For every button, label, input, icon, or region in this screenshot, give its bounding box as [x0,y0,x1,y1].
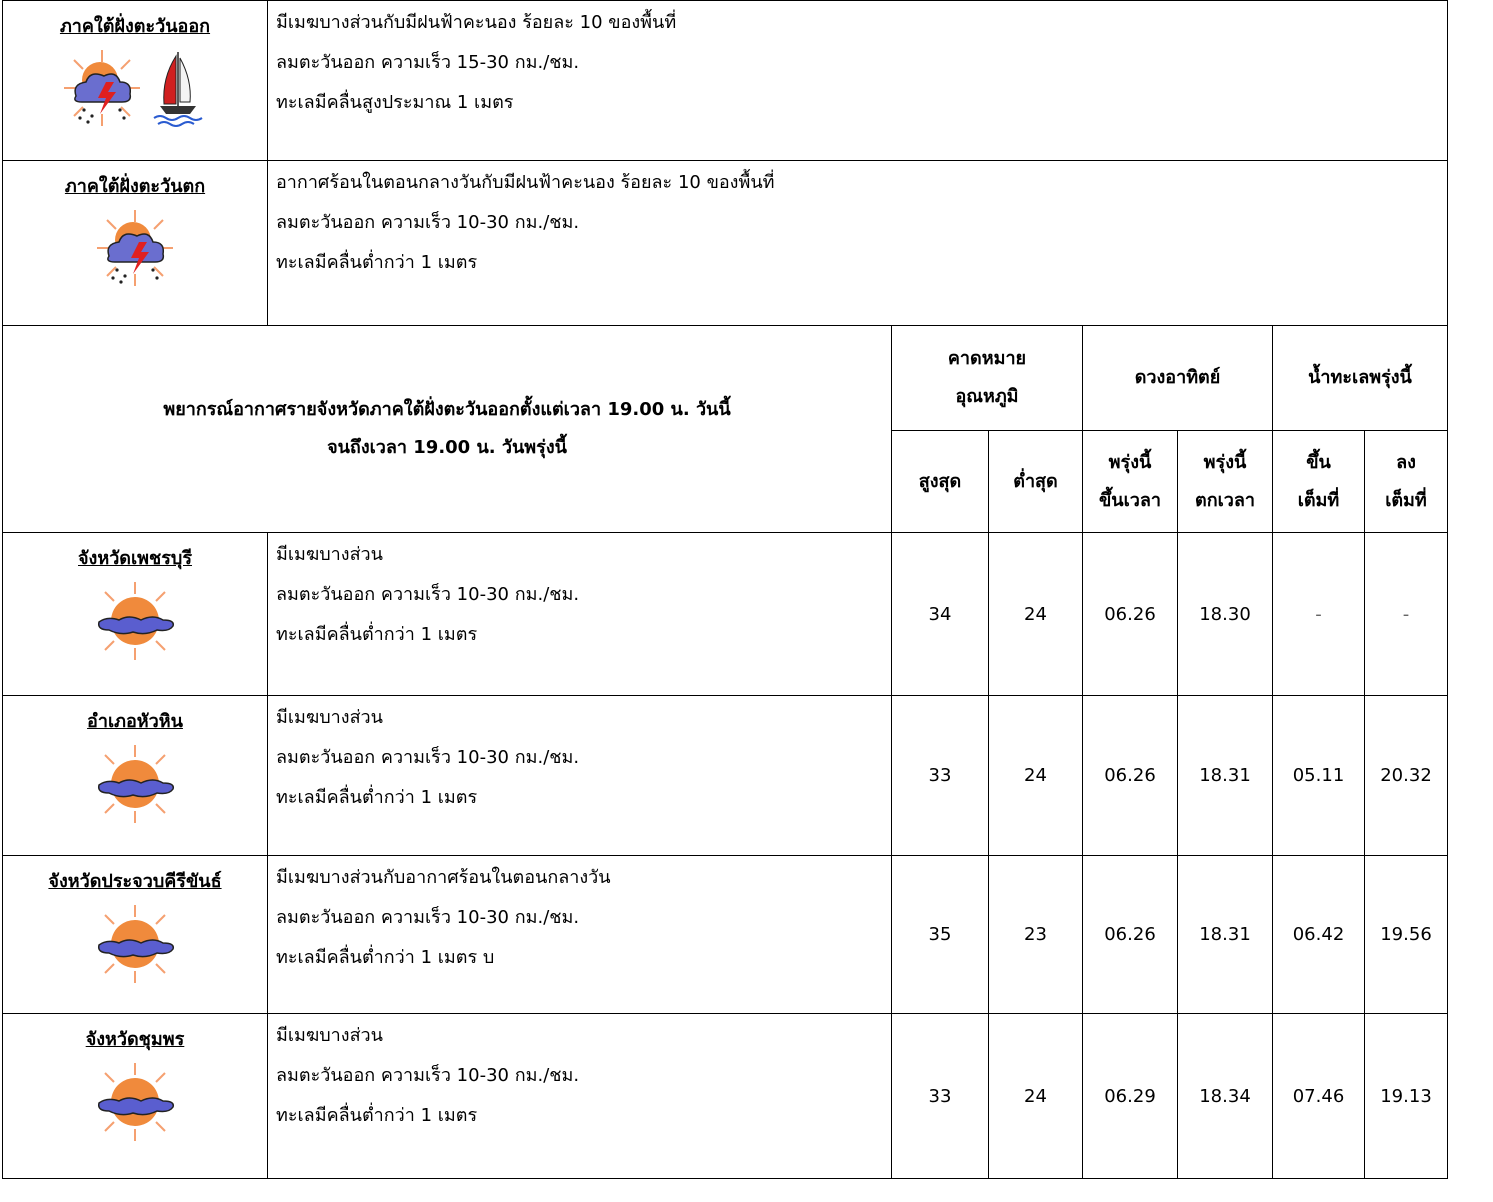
high-tide-value: - [1273,533,1365,696]
partly-cloudy-sun-icon [85,580,185,662]
sky-condition: มีเมฆบางส่วน [276,544,383,565]
temperature-group-label: คาดหมาย [947,348,1027,369]
high-tide-header-line: ขึ้น [1306,451,1331,473]
sea-condition: ทะเลมีคลื่นต่ำกว่า 1 เมตร [276,787,478,808]
min-temp-value: 24 [989,696,1083,856]
low-tide-header-line: เต็มที่ [1385,489,1427,511]
header-row-top [3,326,1448,431]
sunrise-value: 06.26 [1083,696,1178,856]
province-name-link[interactable]: อำเภอหัวหิน [87,711,183,732]
sky-condition: มีเมฆบางส่วน [276,1025,383,1046]
max-temp-value: 35 [892,856,989,1014]
sea-condition: ทะเลมีคลื่นต่ำกว่า 1 เมตร บ [276,947,495,968]
thunderstorm-icon [95,208,175,288]
low-tide-value: 19.56 [1365,856,1448,1014]
sunrise-value: 06.26 [1083,856,1178,1014]
province-cell [3,856,268,1014]
wind-condition: ลมตะวันออก ความเร็ว 10-30 กม./ชม. [276,747,580,768]
sunrise-header-line: พรุ่งนี้ [1108,451,1152,473]
province-row [3,856,1448,1014]
region-row [3,1,1448,161]
region-description [268,161,1448,326]
min-temp-value: 24 [989,1014,1083,1179]
forecast-title-line1: พยากรณ์อากาศรายจังหวัดภาคใต้ฝั่งตะวันออกตั้งแต่เวลา 19.00 น. วันนี้ [163,399,731,420]
wind-condition: ลมตะวันออก ความเร็ว 10-30 กม./ชม. [276,907,580,928]
province-description [268,1014,892,1179]
province-description [268,533,892,696]
max-temp-value: 34 [892,533,989,696]
low-tide-header [1365,431,1448,533]
low-tide-value: - [1365,533,1448,696]
province-description [268,696,892,856]
province-cell [3,1014,268,1179]
wind-condition: ลมตะวันออก ความเร็ว 10-30 กม./ชม. [276,1065,580,1086]
max-temp-header: สูงสุด [892,431,989,533]
wind-condition: ลมตะวันออก ความเร็ว 15-30 กม./ชม. [276,52,580,73]
partly-cloudy-sun-icon [85,903,185,985]
sailboat-icon [148,48,208,128]
province-description [268,856,892,1014]
forecast-title [3,326,892,533]
region-row [3,161,1448,326]
sunset-value: 18.31 [1178,696,1273,856]
province-row [3,533,1448,696]
region-cell [3,161,268,326]
sunrise-value: 06.29 [1083,1014,1178,1179]
low-tide-header-line: ลง [1396,451,1416,473]
max-temp-value: 33 [892,1014,989,1179]
high-tide-value: 07.46 [1273,1014,1365,1179]
high-tide-value: 06.42 [1273,856,1365,1014]
province-name-link[interactable]: จังหวัดประจวบคีรีขันธ์ [48,871,222,892]
min-temp-header: ต่ำสุด [989,431,1083,533]
sunrise-header-line: ขึ้นเวลา [1098,489,1161,511]
min-temp-value: 24 [989,533,1083,696]
forecast-table [2,0,1448,1179]
sunset-header [1178,431,1273,533]
sunset-value: 18.31 [1178,856,1273,1014]
sea-condition: ทะเลมีคลื่นสูงประมาณ 1 เมตร [276,92,514,113]
province-row [3,696,1448,856]
region-description [268,1,1448,161]
province-name-link[interactable]: จังหวัดเพชรบุรี [78,548,192,569]
province-cell [3,696,268,856]
sea-condition: ทะเลมีคลื่นต่ำกว่า 1 เมตร [276,252,478,273]
sunset-header-line: ตกเวลา [1195,489,1255,511]
wind-condition: ลมตะวันออก ความเร็ว 10-30 กม./ชม. [276,584,580,605]
low-tide-value: 20.32 [1365,696,1448,856]
partly-cloudy-sun-icon [85,1061,185,1143]
sunset-value: 18.34 [1178,1014,1273,1179]
high-tide-value: 05.11 [1273,696,1365,856]
forecast-title-line2: จนถึงเวลา 19.00 น. วันพรุ่งนี้ [327,437,567,458]
province-row [3,1014,1448,1179]
high-tide-header [1273,431,1365,533]
sky-condition: อากาศร้อนในตอนกลางวันกับมีฝนฟ้าคะนอง ร้อยละ 10 ของพื้นที่ [276,172,775,193]
max-temp-value: 33 [892,696,989,856]
sun-group-header: ดวงอาทิตย์ [1083,326,1273,431]
partly-cloudy-sun-icon [85,743,185,825]
province-cell [3,533,268,696]
sky-condition: มีเมฆบางส่วนกับอากาศร้อนในตอนกลางวัน [276,867,611,888]
temperature-group-label: อุณหภูมิ [955,386,1019,407]
sky-condition: มีเมฆบางส่วน [276,707,383,728]
temperature-group-header [892,326,1083,431]
region-name-link[interactable]: ภาคใต้ฝั่งตะวันออก [59,16,211,37]
region-name-link[interactable]: ภาคใต้ฝั่งตะวันตก [64,176,206,197]
sunset-value: 18.30 [1178,533,1273,696]
sunrise-value: 06.26 [1083,533,1178,696]
sunset-header-line: พรุ่งนี้ [1203,451,1247,473]
wind-condition: ลมตะวันออก ความเร็ว 10-30 กม./ชม. [276,212,580,233]
region-cell [3,1,268,161]
sea-condition: ทะเลมีคลื่นต่ำกว่า 1 เมตร [276,624,478,645]
min-temp-value: 23 [989,856,1083,1014]
sea-condition: ทะเลมีคลื่นต่ำกว่า 1 เมตร [276,1105,478,1126]
high-tide-header-line: เต็มที่ [1297,489,1340,511]
province-name-link[interactable]: จังหวัดชุมพร [85,1029,185,1050]
tide-group-header: น้ำทะเลพรุ่งนี้ [1273,326,1448,431]
sunrise-header [1083,431,1178,533]
sky-condition: มีเมฆบางส่วนกับมีฝนฟ้าคะนอง ร้อยละ 10 ของพื้นที่ [276,12,677,33]
low-tide-value: 19.13 [1365,1014,1448,1179]
thunderstorm-icon [62,48,142,128]
